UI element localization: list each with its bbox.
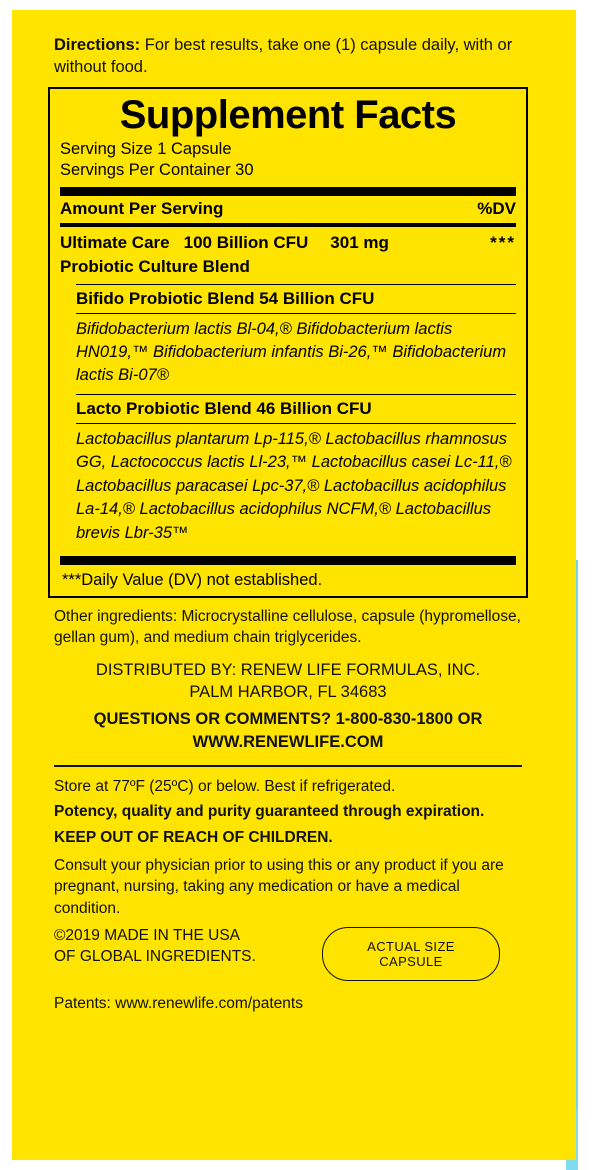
distributor-block [48, 659, 528, 704]
bifido-blend-heading: Bifido Probiotic Blend 54 Billion CFU [76, 288, 375, 308]
section-divider [54, 765, 522, 767]
servings-per-container: Servings Per Container 30 [60, 161, 254, 180]
questions-website: WWW.RENEWLIFE.COM [192, 732, 384, 751]
potency-guarantee: Potency, quality and purity guaranteed through expiration. [54, 803, 485, 821]
lacto-strain-list: Lactobacillus plantarum Lp-115,® Lactobacillus rhamnosus GG, Lactococcus lactis Ll-23,™ Lactobacillus casei Lc-11,® Lactobacillus paracasei Lpc-37,® Lactobacillus acidophilus La-14,® Lactobacillus acidophilus NCFM,® Lactobacillus brevis Lbr-35™ [76, 429, 512, 542]
directions-body: For best results, take one (1) capsule daily, with or without food. [54, 36, 513, 77]
distributor-line-2: PALM HARBOR, FL 34683 [189, 683, 387, 702]
divider-thick-2 [60, 556, 516, 565]
questions-phone: QUESTIONS OR COMMENTS? 1-800-830-1800 OR [93, 710, 483, 729]
supplement-facts-box [48, 87, 528, 598]
divider-thick [60, 187, 516, 196]
main-blend-row [60, 227, 516, 256]
questions-block [48, 708, 528, 753]
copyright-line-2: OF GLOBAL INGREDIENTS. [54, 948, 256, 966]
directions-label: Directions: [54, 36, 141, 54]
actual-size-capsule-outline [322, 927, 500, 981]
other-ingredients: Other ingredients: Microcrystalline cellulose, capsule (hypromellose, gellan gum), and medium chain triglycerides. [54, 607, 521, 646]
daily-value-label: %DV [477, 199, 516, 219]
main-blend-amount: 301 mg [330, 233, 389, 253]
patents-line: Patents: www.renewlife.com/patents [54, 995, 303, 1013]
main-blend-name: Ultimate Care [60, 233, 170, 253]
main-blend-cfu: 100 Billion CFU [183, 233, 309, 253]
main-blend-dv: *** [490, 233, 516, 253]
amount-per-serving-row [60, 196, 516, 223]
bottom-row [54, 925, 528, 985]
bifido-strain-list: Bifidobacterium lactis Bl-04,® Bifidobacterium lactis HN019,™ Bifidobacterium infantis Bi-26,™ Bifidobacterium lactis Bi-07® [76, 319, 507, 385]
actual-size-label-line-2: CAPSULE [379, 954, 443, 970]
label-content [48, 34, 528, 1014]
copyright-line-1: ©2019 MADE IN THE USA [54, 927, 240, 945]
amount-per-serving-label: Amount Per Serving [60, 199, 224, 219]
actual-size-label-line-1: ACTUAL SIZE [367, 938, 455, 954]
distributor-line-1: DISTRIBUTED BY: RENEW LIFE FORMULAS, INC. [95, 660, 481, 679]
consult-physician-warning: Consult your physician prior to using this or any product if you are pregnant, nursing, taking any medication or have a medical condition. [54, 856, 504, 917]
lacto-blend-heading: Lacto Probiotic Blend 46 Billion CFU [76, 398, 372, 418]
package-edge-white [578, 0, 600, 1170]
serving-size: Serving Size 1 Capsule [60, 139, 232, 158]
main-blend-subtitle: Probiotic Culture Blend [60, 257, 250, 277]
supplement-facts-title: Supplement Facts [119, 92, 457, 137]
keep-out-of-reach: KEEP OUT OF REACH OF CHILDREN. [54, 828, 333, 846]
storage-instructions: Store at 77ºF (25ºC) or below. Best if refrigerated. [54, 777, 396, 795]
directions-text [54, 34, 528, 79]
daily-value-note: ***Daily Value (DV) not established. [62, 570, 323, 589]
